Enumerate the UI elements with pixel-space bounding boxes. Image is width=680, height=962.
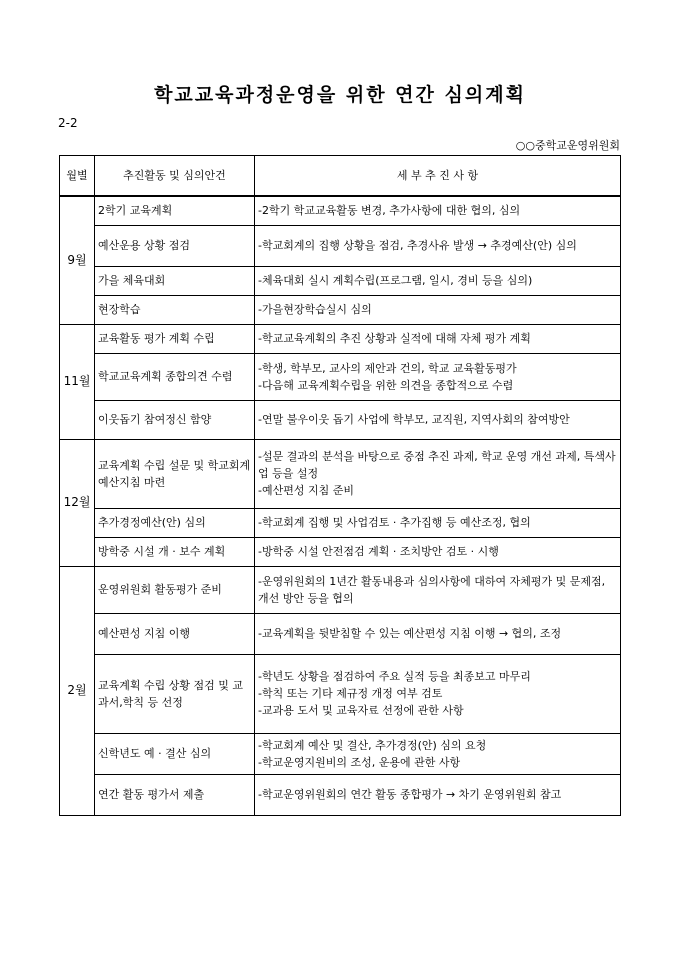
table-row <box>60 613 621 654</box>
table-row <box>60 566 621 613</box>
details-cell <box>255 439 621 508</box>
detail-line: -2학기 학교교육활동 변경, 추가사항에 대한 협의, 심의 <box>258 204 521 218</box>
detail-line: -다음해 교육계획수립을 위한 의견을 종합적으로 수렴 <box>258 378 514 392</box>
details-cell <box>255 537 621 566</box>
details-cell <box>255 196 621 225</box>
activity-cell: 운영위원회 활동평가 준비 <box>95 566 255 613</box>
details-header: 세 부 추 진 사 항 <box>255 156 621 197</box>
detail-line: -학교교육계획의 추진 상황과 실적에 대해 자체 평가 계획 <box>258 332 531 345</box>
table-row <box>60 400 621 439</box>
table-row <box>60 733 621 774</box>
details-cell <box>255 654 621 733</box>
organization-name: ○○중학교운영위원회 <box>515 139 620 152</box>
table-row <box>60 324 621 353</box>
details-cell <box>255 295 621 324</box>
table-body <box>60 156 621 816</box>
detail-line: -학교운영위원회의 연간 활동 종합평가 → 차기 운영위원회 참고 <box>258 788 562 801</box>
activity-cell: 가을 체육대회 <box>95 266 255 295</box>
table-row <box>60 225 621 266</box>
activity-cell: 교육활동 평가 계획 수립 <box>95 324 255 353</box>
detail-line: -학교운영지원비의 조성, 운용에 관한 사항 <box>258 755 461 769</box>
month-cell: 2월 <box>60 566 95 815</box>
activity-cell: 신학년도 예 · 결산 심의 <box>95 733 255 774</box>
month-cell: 9월 <box>60 196 95 324</box>
page-title: 학교교육과정운영을 위한 연간 심의계획 <box>154 84 526 106</box>
detail-line: -운영위원회의 1년간 활동내용과 심의사항에 대하여 자체평가 및 문제점, 개선 방안 등을 협의 <box>258 574 606 605</box>
activity-cell: 학교교육계획 종합의견 수렴 <box>95 353 255 400</box>
details-cell <box>255 774 621 815</box>
detail-line: -학칙 또는 기타 제규정 개정 여부 검토 <box>258 687 443 700</box>
table-row <box>60 508 621 537</box>
details-cell <box>255 613 621 654</box>
activity-cell: 이웃돕기 참여정신 함양 <box>95 400 255 439</box>
annual-plan-table <box>59 155 621 816</box>
activity-cell: 교육계획 수립 상황 점검 및 교과서,학칙 등 선정 <box>95 654 255 733</box>
month-cell: 11월 <box>60 324 95 439</box>
detail-line: -설문 결과의 분석을 바탕으로 중점 추진 과제, 학교 운영 개선 과제, 특색사업 등을 설정 <box>258 450 616 480</box>
activity-cell: 추가경정예산(안) 심의 <box>95 508 255 537</box>
activity-cell: 예산편성 지침 이행 <box>95 613 255 654</box>
table-row <box>60 295 621 324</box>
detail-line: -체육대회 실시 계획수립(프로그램, 일시, 경비 등을 심의) <box>258 274 533 287</box>
detail-line: -방학중 시설 안전점검 계획 · 조치방안 검토 · 시행 <box>258 545 499 558</box>
table-row <box>60 266 621 295</box>
detail-line: -교과용 도서 및 교육자료 선정에 관한 사항 <box>258 704 464 717</box>
activity-cell: 방학중 시설 개 · 보수 계획 <box>95 537 255 566</box>
detail-line: -예산편성 지침 준비 <box>258 484 354 497</box>
activity-cell: 교육계획 수립 설문 및 학교회계 예산지침 마련 <box>95 439 255 508</box>
table-row <box>60 196 621 225</box>
details-cell <box>255 324 621 353</box>
table-row <box>60 537 621 566</box>
detail-line: -학교회계의 집행 상황을 점검, 추경사유 발생 → 추경예산(안) 심의 <box>258 239 577 252</box>
activity-cell: 2학기 교육계획 <box>95 196 255 225</box>
detail-line: -학교회계 예산 및 결산, 추가경정(안) 심의 요청 <box>258 738 487 752</box>
document-number: 2-2 <box>58 116 78 130</box>
detail-line: -연말 불우이웃 돕기 사업에 학부모, 교직원, 지역사회의 참여방안 <box>258 413 570 426</box>
table-row <box>60 439 621 508</box>
details-cell <box>255 225 621 266</box>
detail-line: -가을현장학습실시 심의 <box>258 303 372 316</box>
table-header-row <box>60 156 621 197</box>
details-cell <box>255 266 621 295</box>
details-cell <box>255 353 621 400</box>
activity-cell: 예산운용 상황 점검 <box>95 225 255 266</box>
details-cell <box>255 733 621 774</box>
table-row <box>60 353 621 400</box>
details-cell <box>255 566 621 613</box>
detail-line: -교육계획을 뒷받침할 수 있는 예산편성 지침 이행 → 협의, 조정 <box>258 627 562 640</box>
details-cell <box>255 400 621 439</box>
detail-line: -학교회계 집행 및 사업검토 · 추가집행 등 예산조정, 협의 <box>258 516 531 529</box>
month-cell: 12월 <box>60 439 95 566</box>
table-row <box>60 774 621 815</box>
activity-cell: 연간 활동 평가서 제출 <box>95 774 255 815</box>
month-header: 월별 <box>60 156 95 197</box>
detail-line: -학년도 상황을 점검하여 주요 실적 등을 최종보고 마무리 <box>258 670 531 683</box>
table-row <box>60 654 621 733</box>
activity-cell: 현장학습 <box>95 295 255 324</box>
activity-header: 추진활동 및 심의안건 <box>95 156 255 197</box>
detail-line: -학생, 학부모, 교사의 제안과 건의, 학교 교육활동평가 <box>258 361 517 375</box>
details-cell <box>255 508 621 537</box>
